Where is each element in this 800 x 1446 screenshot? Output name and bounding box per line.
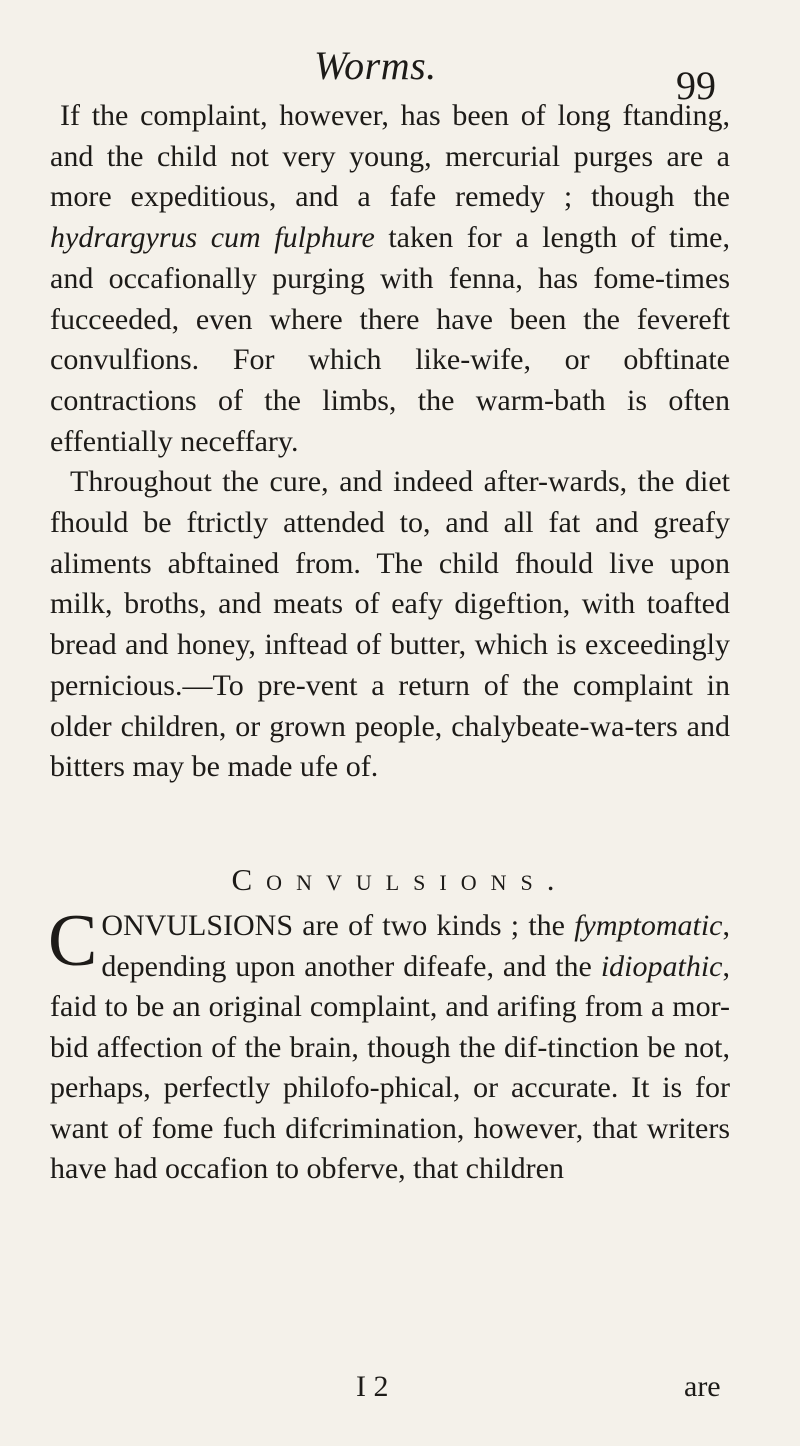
drop-cap: C [48, 900, 98, 982]
italic-term: idiopathic [600, 949, 723, 983]
page-number: 99 [676, 63, 716, 108]
running-title: Worms. [314, 43, 437, 88]
paragraph-1 [50, 96, 730, 462]
italic-term: fymptomatic [574, 909, 723, 942]
signature-mark: I 2 [356, 1370, 389, 1403]
running-head [0, 0, 800, 108]
italic-term: hydrargyrus cum fulphure [50, 221, 375, 255]
section-body [48, 900, 730, 1190]
text-segment: If the complaint, however, has been of long ftanding, and the child not very young, mercurial purges are a more expeditious, and a fafe remedy ; though the [50, 99, 730, 214]
section-paragraph [48, 900, 730, 1190]
text-segment: taken for a length of time, and occafionally purging with fenna, has fome-times fucceeded, even where there have been the fevereft convulfions. For which like-wife, or obftinate contractions of the limbs, the warm-bath is often effentially neceffary. [50, 221, 730, 458]
paragraph-2 [50, 462, 730, 788]
text-segment: , faid to be an original complaint, and arifing from a mor-bid affection of the brain, though the dif-tinction be not, perhaps, perfectly philofo-phical, or accurate. It is for want of fome fuch difcrimination, however, that writers have had occafion to obferve, that children [50, 949, 730, 1185]
text-segment: , depending upon another difeafe, and the [101, 909, 730, 983]
catchword: are [684, 1370, 721, 1403]
text-segment: Throughout the cure, and indeed after-wards, the diet fhould be ftrictly attended to, and all fat and greafy aliments abftained from. The child fhould live upon milk, broths, and meats of eafy digeftion, with toafted bread and honey, inftead of butter, which is exceedingly pernicious.—To pre-vent a return of the complaint in older children, or grown people, chalybeate-wa-ters and bitters may be made ufe of. [50, 465, 730, 784]
text-segment: ONVULSIONS are of two kinds ; the [101, 909, 575, 942]
body-text [50, 96, 730, 788]
section-heading: Convulsions. [231, 862, 569, 897]
